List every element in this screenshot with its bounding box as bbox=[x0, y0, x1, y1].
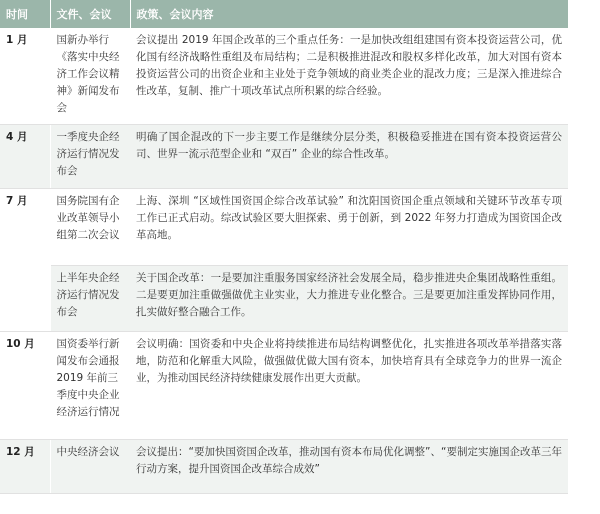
header-time: 时间 bbox=[0, 0, 50, 28]
header-content: 政策、会议内容 bbox=[130, 0, 568, 28]
row-month: 10 月 bbox=[0, 331, 50, 439]
row-doc: 中央经济会议 bbox=[50, 439, 130, 493]
table-row bbox=[0, 331, 568, 439]
row-month: 12 月 bbox=[0, 439, 50, 493]
table-row bbox=[0, 265, 568, 331]
row-doc: 国新办举行《落实中央经济工作会议精神》新闻发布会 bbox=[50, 28, 130, 124]
header-doc: 文件、会议 bbox=[50, 0, 130, 28]
row-content: 上海、深圳 “区域性国资国企综合改革试验” 和沈阳国资国企重点领域和关键环节改革专项工作已正式启动。综改试验区要大胆探索、勇于创新，到 2022 年努力打造成为国资国企改革高地。 bbox=[130, 188, 568, 265]
table-row bbox=[0, 439, 568, 493]
row-doc: 一季度央企经济运行情况发布会 bbox=[50, 124, 130, 188]
table-row bbox=[0, 188, 568, 265]
table-row bbox=[0, 28, 568, 124]
row-month: 1 月 bbox=[0, 28, 50, 124]
row-doc: 国务院国有企业改革领导小组第二次会议 bbox=[50, 188, 130, 265]
row-month: 7 月 bbox=[0, 188, 50, 331]
row-content: 会议提出 2019 年国企改革的三个重点任务：一是加快改组组建国有资本投资运营公司，优化国有经济战略性重组及布局结构；二是积极推进混改和股权多样化改革，加大对国有资本投资运营公司的出资企业和主业处于竞争领域的商业类企业的混改力度；三是深入推进综合性改革，复制、推广十项改革试点所积累的综合经验。 bbox=[130, 28, 568, 124]
row-content: 会议提出：“要加快国资国企改革，推动国有资本布局优化调整”、“要制定实施国企改革三年行动方案，提升国资国企改革综合成效” bbox=[130, 439, 568, 493]
table-header-row bbox=[0, 0, 568, 28]
row-content: 关于国企改革：一是要加注重服务国家经济社会发展全局，稳步推进央企集团战略性重组。二是要更加注重做强做优主业实业，大力推进专业化整合。三是要更加注重发挥协同作用，扎实做好整合融合工作。 bbox=[130, 265, 568, 331]
row-month: 4 月 bbox=[0, 124, 50, 188]
row-doc: 上半年央企经济运行情况发布会 bbox=[50, 265, 130, 331]
row-doc: 国资委举行新闻发布会通报 2019 年前三季度中央企业经济运行情况 bbox=[50, 331, 130, 439]
table-row bbox=[0, 124, 568, 188]
row-content: 会议明确：国资委和中央企业将持续推进布局结构调整优化，扎实推进各项改革举措落实落地，防范和化解重大风险，做强做优做大国有资本，加快培育具有全球竞争力的世界一流企业，为推动国民经济持续健康发展作出更大贡献。 bbox=[130, 331, 568, 439]
row-content: 明确了国企混改的下一步主要工作是继续分层分类，积极稳妥推进在国有资本投资运营公司、世界一流示范型企业和 “双百” 企业的综合性改革。 bbox=[130, 124, 568, 188]
